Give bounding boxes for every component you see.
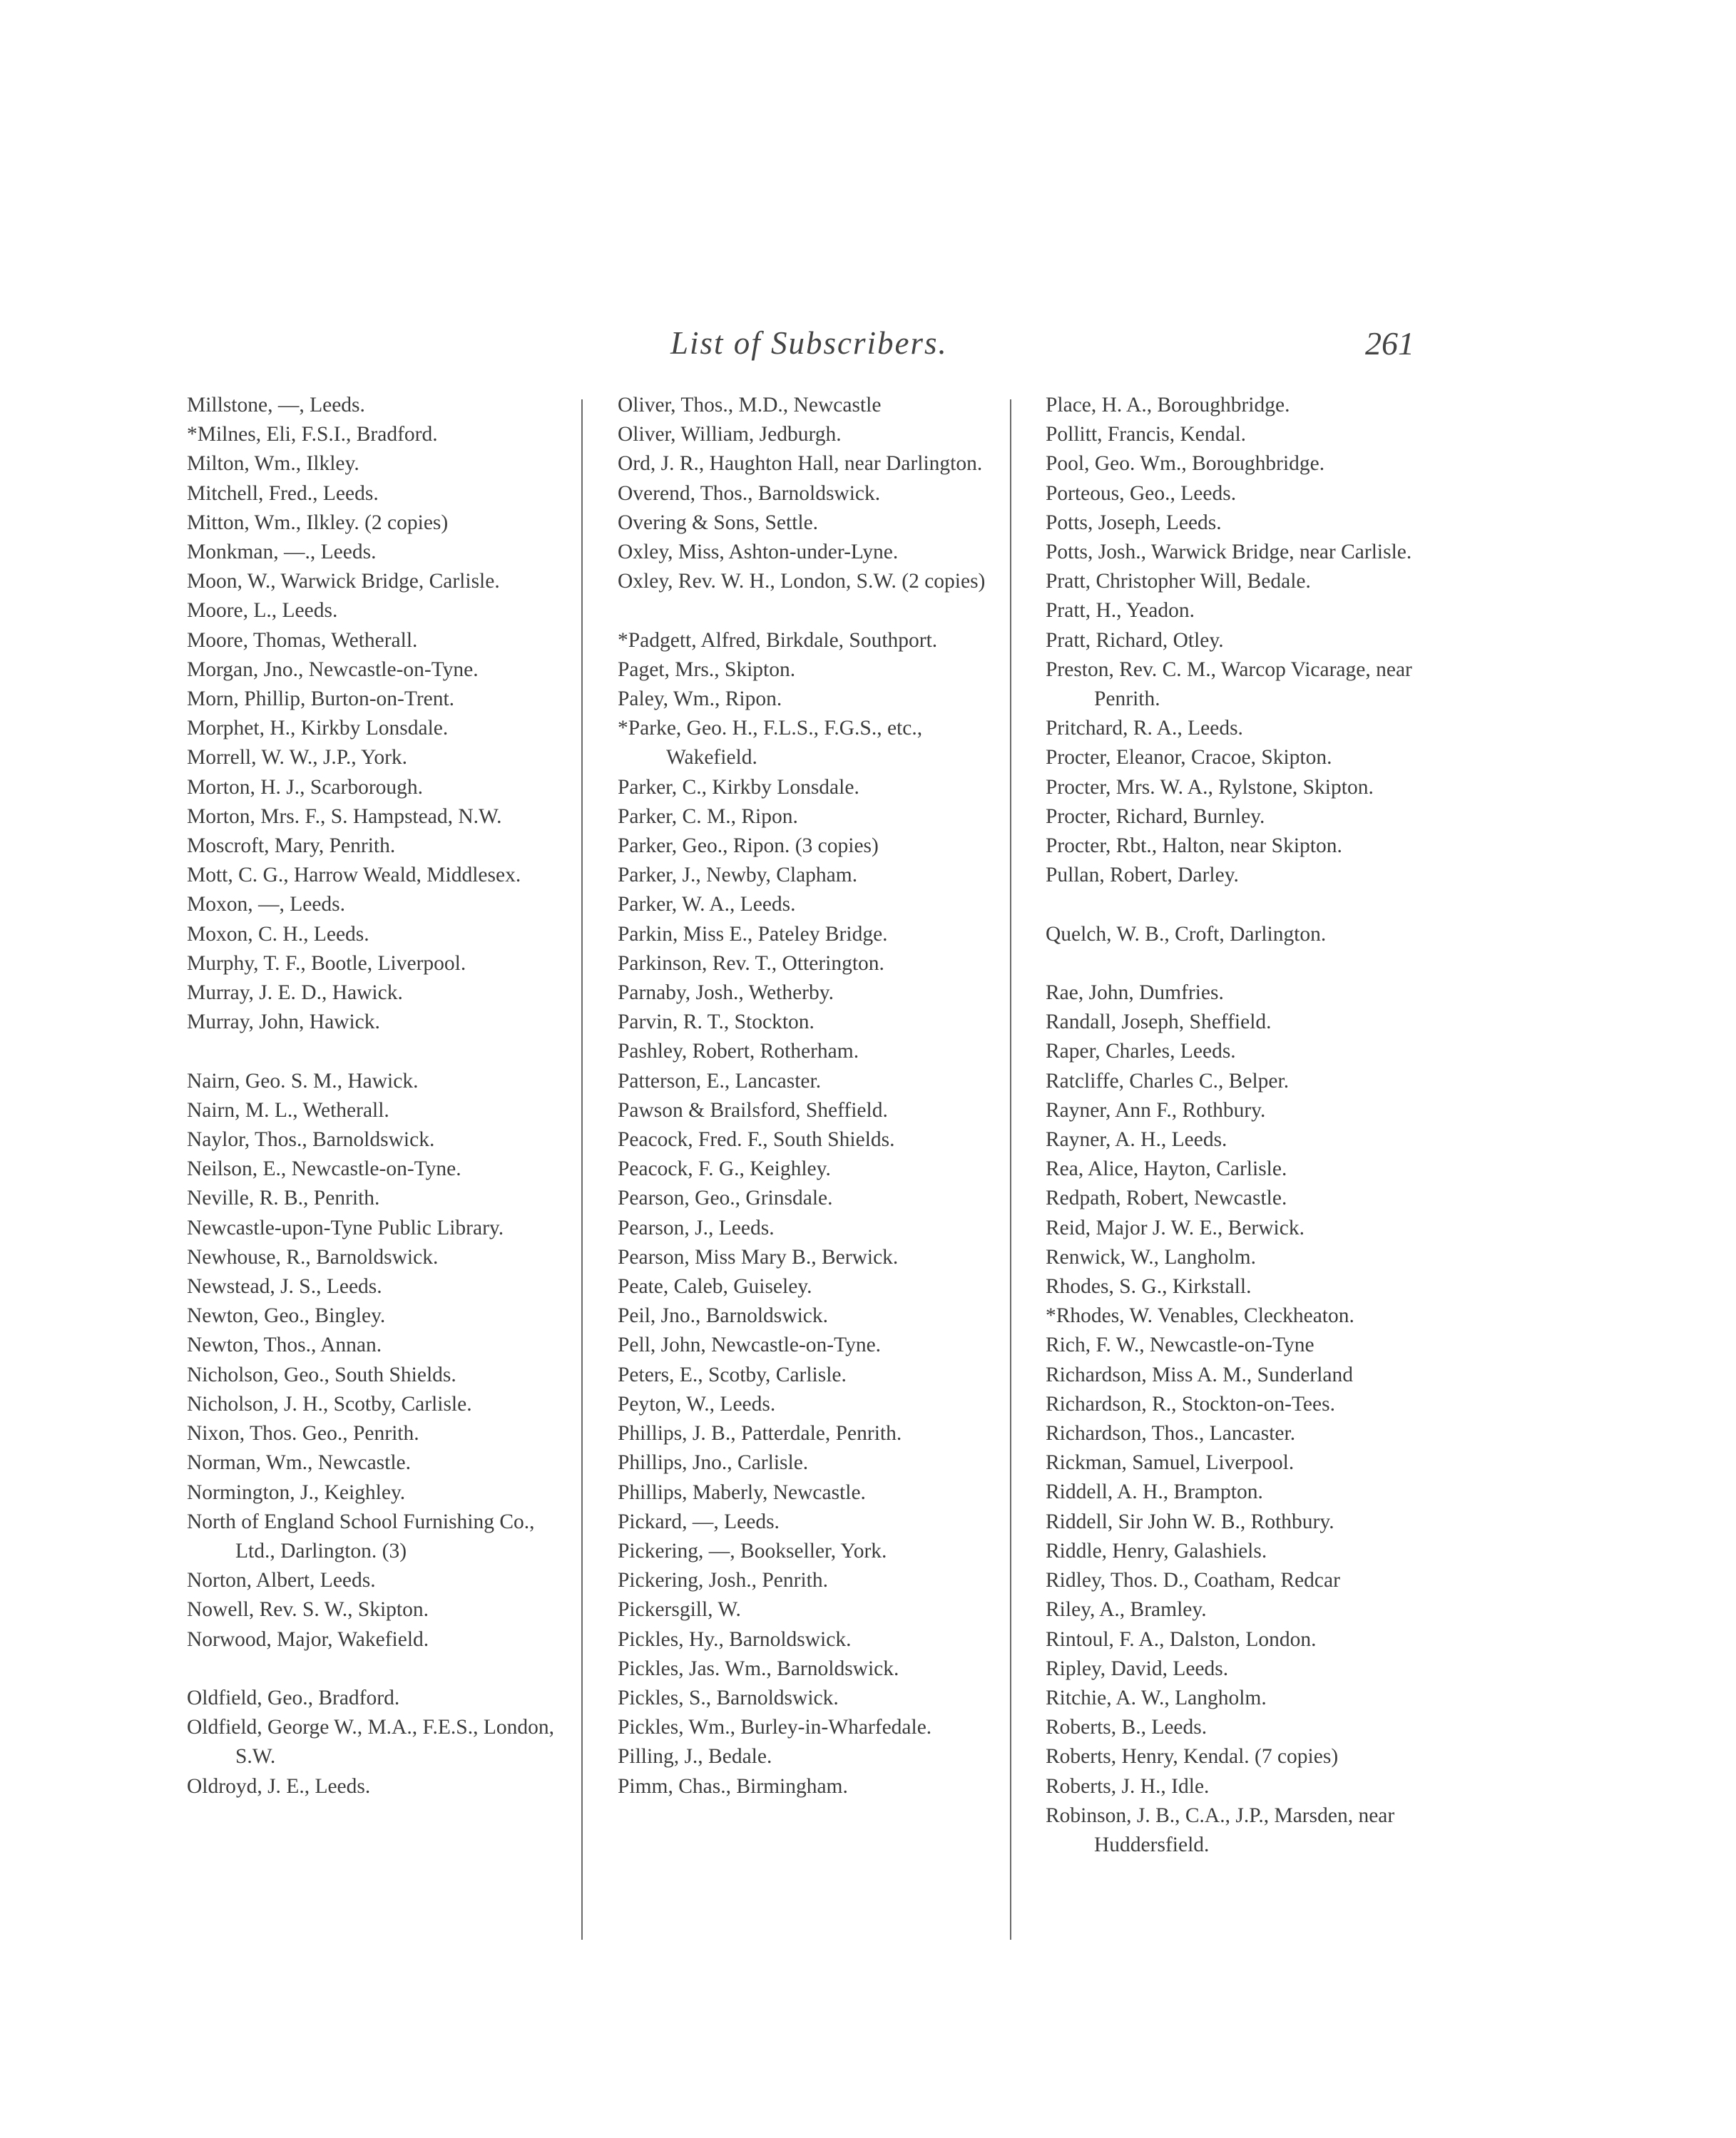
subscriber-entry: Parnaby, Josh., Wetherby. — [618, 981, 834, 1005]
subscriber-entry: Procter, Mrs. W. A., Rylstone, Skipton. — [1046, 775, 1374, 799]
subscriber-entry: Morton, Mrs. F., S. Hampstead, N.W. — [187, 804, 502, 828]
subscriber-entry: Oxley, Rev. W. H., London, S.W. (2 copies) — [618, 570, 986, 593]
subscriber-entry: Nairn, Geo. S. M., Hawick. — [187, 1069, 419, 1093]
subscriber-entry: Raper, Charles, Leeds. — [1046, 1040, 1236, 1063]
subscriber-entry: Pickersgill, W. — [618, 1598, 741, 1622]
subscriber-entry: Mitchell, Fred., Leeds. — [187, 481, 379, 505]
subscriber-entry: *Rhodes, W. Venables, Cleckheaton. — [1046, 1304, 1354, 1328]
subscriber-entry: Pratt, Richard, Otley. — [1046, 628, 1224, 652]
subscriber-entry: Pickles, Jas. Wm., Barnoldswick. — [618, 1657, 899, 1680]
subscriber-entry: Parkinson, Rev. T., Otterington. — [618, 951, 884, 975]
subscriber-entry: Rayner, A. H., Leeds. — [1046, 1128, 1227, 1152]
section-gap — [618, 596, 989, 625]
subscriber-entry: Rhodes, S. G., Kirkstall. — [1046, 1275, 1252, 1299]
subscriber-entry: Oldroyd, J. E., Leeds. — [187, 1774, 371, 1798]
subscriber-entry: Nicholson, Geo., South Shields. — [187, 1363, 456, 1386]
subscriber-entry: Morn, Phillip, Burton-on-Trent. — [187, 687, 455, 711]
subscriber-column-3 — [1046, 391, 1416, 1860]
subscriber-entry: Moxon, —, Leeds. — [187, 893, 346, 916]
subscriber-entry: Pearson, Miss Mary B., Berwick. — [618, 1245, 899, 1269]
subscriber-entry: Pickles, Hy., Barnoldswick. — [618, 1627, 852, 1651]
subscriber-entry: Rae, John, Dumfries. — [1046, 981, 1224, 1005]
subscriber-entry: Pilling, J., Bedale. — [618, 1745, 772, 1769]
subscriber-entry: Reid, Major J. W. E., Berwick. — [1046, 1216, 1304, 1239]
subscriber-entry: Rea, Alice, Hayton, Carlisle. — [1046, 1157, 1287, 1181]
subscriber-entry: Pimm, Chas., Birmingham. — [618, 1774, 848, 1798]
subscriber-entry: *Padgett, Alfred, Birkdale, Southport. — [618, 628, 938, 652]
subscriber-entry: Riddell, Sir John W. B., Rothbury. — [1046, 1510, 1334, 1533]
subscriber-entry: Oxley, Miss, Ashton-under-Lyne. — [618, 541, 899, 564]
subscriber-entry: Porteous, Geo., Leeds. — [1046, 481, 1237, 505]
subscriber-entry: Oliver, Thos., M.D., Newcastle — [618, 394, 882, 416]
subscriber-entry: North of England School Furnishing Co., Ltd., Darlington. (3) — [187, 1510, 535, 1562]
subscriber-entry: Neville, R. B., Penrith. — [187, 1187, 380, 1210]
subscriber-entry: Morrell, W. W., J.P., York. — [187, 746, 408, 769]
subscriber-entry: Moon, W., Warwick Bridge, Carlisle. — [187, 570, 500, 593]
subscriber-entry: Rich, F. W., Newcastle-on-Tyne — [1046, 1334, 1314, 1357]
subscriber-entry: Pickering, —, Bookseller, York. — [618, 1539, 887, 1562]
subscriber-entry: Potts, Josh., Warwick Bridge, near Carlisle. — [1046, 541, 1412, 564]
subscriber-entry: Peyton, W., Leeds. — [618, 1392, 776, 1416]
subscriber-entry: Rintoul, F. A., Dalston, London. — [1046, 1627, 1317, 1651]
subscriber-entry: Milton, Wm., Ilkley. — [187, 452, 359, 476]
column-divider — [1010, 399, 1011, 1940]
subscriber-entry: Oliver, William, Jedburgh. — [618, 423, 842, 446]
subscriber-entry: Phillips, Maberly, Newcastle. — [618, 1480, 866, 1504]
section-gap — [1046, 890, 1416, 919]
subscriber-entry: Mott, C. G., Harrow Weald, Middlesex. — [187, 864, 521, 887]
subscriber-entry: Nairn, M. L., Wetherall. — [187, 1098, 389, 1122]
page-number: 261 — [1365, 325, 1414, 362]
subscriber-entry: Ritchie, A. W., Langholm. — [1046, 1686, 1267, 1709]
subscriber-entry: Newcastle-upon-Tyne Public Library. — [187, 1216, 504, 1239]
running-title: List of Subscribers. — [670, 325, 948, 361]
subscriber-entry: Morgan, Jno., Newcastle-on-Tyne. — [187, 658, 479, 681]
subscriber-entry: Newton, Geo., Bingley. — [187, 1304, 386, 1328]
subscriber-entry: *Milnes, Eli, F.S.I., Bradford. — [187, 423, 438, 446]
subscriber-entry: Morton, H. J., Scarborough. — [187, 775, 424, 799]
subscriber-entry: Parker, W. A., Leeds. — [618, 893, 796, 916]
subscriber-entry: Moscroft, Mary, Penrith. — [187, 834, 396, 858]
subscriber-entry: Overing & Sons, Settle. — [618, 511, 819, 534]
subscriber-entry: Quelch, W. B., Croft, Darlington. — [1046, 922, 1327, 946]
subscriber-entry: Peters, E., Scotby, Carlisle. — [618, 1363, 847, 1386]
subscriber-entry: Parker, Geo., Ripon. (3 copies) — [618, 834, 879, 858]
subscriber-entry: Redpath, Robert, Newcastle. — [1046, 1187, 1287, 1210]
subscriber-entry: Parker, C., Kirkby Lonsdale. — [618, 775, 859, 799]
subscriber-entry: Pell, John, Newcastle-on-Tyne. — [618, 1334, 882, 1357]
subscriber-entry: Paley, Wm., Ripon. — [618, 687, 782, 711]
subscriber-entry: Nowell, Rev. S. W., Skipton. — [187, 1598, 429, 1622]
subscriber-entry: Murphy, T. F., Bootle, Liverpool. — [187, 951, 466, 975]
subscriber-entry: Roberts, B., Leeds. — [1046, 1716, 1207, 1739]
subscriber-entry: Monkman, —., Leeds. — [187, 541, 377, 564]
subscriber-entry: Newhouse, R., Barnoldswick. — [187, 1245, 439, 1269]
subscriber-entry: Pickering, Josh., Penrith. — [618, 1569, 828, 1592]
subscriber-entry: Pashley, Robert, Rotherham. — [618, 1040, 859, 1063]
subscriber-entry: Pickles, S., Barnoldswick. — [618, 1686, 839, 1709]
column-divider — [581, 399, 583, 1940]
subscriber-entry: Place, H. A., Boroughbridge. — [1046, 394, 1290, 416]
subscriber-entry: Norton, Albert, Leeds. — [187, 1569, 376, 1592]
subscriber-entry: Renwick, W., Langholm. — [1046, 1245, 1256, 1269]
subscriber-entry: Roberts, J. H., Idle. — [1046, 1774, 1210, 1798]
subscriber-entry: Riley, A., Bramley. — [1046, 1598, 1207, 1622]
section-gap — [1046, 949, 1416, 978]
subscriber-entry: Murray, John, Hawick. — [187, 1011, 380, 1034]
subscriber-entry: Normington, J., Keighley. — [187, 1480, 406, 1504]
subscriber-entry: Millstone, —, Leeds. — [187, 394, 365, 416]
subscriber-entry: Naylor, Thos., Barnoldswick. — [187, 1128, 435, 1152]
subscriber-entry: Pickles, Wm., Burley-in-Wharfedale. — [618, 1716, 932, 1739]
subscriber-entry: Moore, L., Leeds. — [187, 599, 338, 623]
subscriber-entry: Potts, Joseph, Leeds. — [1046, 511, 1222, 534]
subscriber-entry: Nixon, Thos. Geo., Penrith. — [187, 1422, 419, 1446]
subscriber-entry: Pearson, J., Leeds. — [618, 1216, 775, 1239]
subscriber-entry: Richardson, Miss A. M., Sunderland — [1046, 1363, 1354, 1386]
subscriber-entry: Parker, C. M., Ripon. — [618, 804, 798, 828]
subscriber-entry: Paget, Mrs., Skipton. — [618, 658, 796, 681]
subscriber-entry: Murray, J. E. D., Hawick. — [187, 981, 403, 1005]
subscriber-entry: Parvin, R. T., Stockton. — [618, 1011, 815, 1034]
subscriber-entry: Pool, Geo. Wm., Boroughbridge. — [1046, 452, 1325, 476]
subscriber-entry: Procter, Eleanor, Cracoe, Skipton. — [1046, 746, 1332, 769]
subscriber-entry: Newton, Thos., Annan. — [187, 1334, 382, 1357]
subscriber-entry: Ridley, Thos. D., Coatham, Redcar — [1046, 1569, 1340, 1592]
subscriber-entry: Pickard, —, Leeds. — [618, 1510, 780, 1533]
subscriber-entry: Pratt, Christopher Will, Bedale. — [1046, 570, 1311, 593]
subscriber-entry: Patterson, E., Lancaster. — [618, 1069, 822, 1093]
subscriber-entry: Nicholson, J. H., Scotby, Carlisle. — [187, 1392, 472, 1416]
subscriber-entry: *Parke, Geo. H., F.L.S., F.G.S., etc., Wakefield. — [618, 717, 923, 769]
subscriber-entry: Neilson, E., Newcastle-on-Tyne. — [187, 1157, 461, 1181]
subscriber-entry: Moxon, C. H., Leeds. — [187, 922, 369, 946]
subscriber-entry: Peacock, F. G., Keighley. — [618, 1157, 831, 1181]
subscriber-entry: Procter, Richard, Burnley. — [1046, 804, 1265, 828]
subscriber-entry: Peil, Jno., Barnoldswick. — [618, 1304, 828, 1328]
subscriber-entry: Rayner, Ann F., Rothbury. — [1046, 1098, 1266, 1122]
subscriber-entry: Mitton, Wm., Ilkley. (2 copies) — [187, 511, 449, 534]
subscriber-entry: Randall, Joseph, Sheffield. — [1046, 1011, 1272, 1034]
subscriber-entry: Riddell, A. H., Brampton. — [1046, 1480, 1263, 1504]
subscriber-entry: Procter, Rbt., Halton, near Skipton. — [1046, 834, 1342, 858]
subscriber-column-2 — [618, 391, 989, 1801]
subscriber-entry: Moore, Thomas, Wetherall. — [187, 628, 418, 652]
subscriber-entry: Riddle, Henry, Galashiels. — [1046, 1539, 1267, 1562]
subscriber-entry: Oldfield, George W., M.A., F.E.S., London, S.W. — [187, 1716, 554, 1769]
subscriber-entry: Rickman, Samuel, Liverpool. — [1046, 1451, 1295, 1475]
subscriber-entry: Pawson & Brailsford, Sheffield. — [618, 1098, 888, 1122]
subscriber-entry: Phillips, Jno., Carlisle. — [618, 1451, 809, 1475]
subscriber-entry: Peacock, Fred. F., South Shields. — [618, 1128, 895, 1152]
section-gap — [187, 1654, 558, 1684]
subscriber-entry: Pollitt, Francis, Kendal. — [1046, 423, 1247, 446]
subscriber-entry: Preston, Rev. C. M., Warcop Vicarage, near Penrith. — [1046, 658, 1412, 711]
subscriber-entry: Pratt, H., Yeadon. — [1046, 599, 1195, 623]
section-gap — [187, 1037, 558, 1066]
subscriber-entry: Pullan, Robert, Darley. — [1046, 864, 1239, 887]
subscriber-entry: Overend, Thos., Barnoldswick. — [618, 481, 881, 505]
subscriber-entry: Roberts, Henry, Kendal. (7 copies) — [1046, 1745, 1339, 1769]
subscriber-entry: Oldfield, Geo., Bradford. — [187, 1686, 400, 1709]
subscriber-entry: Parker, J., Newby, Clapham. — [618, 864, 858, 887]
subscriber-entry: Phillips, J. B., Patterdale, Penrith. — [618, 1422, 902, 1446]
subscriber-entry: Norman, Wm., Newcastle. — [187, 1451, 412, 1475]
subscriber-column-1 — [187, 391, 558, 1801]
subscriber-entry: Newstead, J. S., Leeds. — [187, 1275, 382, 1299]
page-header — [0, 324, 1736, 374]
subscriber-entry: Norwood, Major, Wakefield. — [187, 1627, 429, 1651]
subscriber-entry: Ripley, David, Leeds. — [1046, 1657, 1229, 1680]
subscriber-entry: Ord, J. R., Haughton Hall, near Darlington. — [618, 452, 983, 476]
subscriber-entry: Richardson, Thos., Lancaster. — [1046, 1422, 1296, 1446]
subscriber-entry: Pearson, Geo., Grinsdale. — [618, 1187, 833, 1210]
subscriber-entry: Pritchard, R. A., Leeds. — [1046, 717, 1243, 740]
subscriber-entry: Richardson, R., Stockton-on-Tees. — [1046, 1392, 1335, 1416]
subscriber-entry: Parkin, Miss E., Pateley Bridge. — [618, 922, 888, 946]
subscriber-entry: Robinson, J. B., C.A., J.P., Marsden, near Huddersfield. — [1046, 1804, 1395, 1856]
subscriber-entry: Morphet, H., Kirkby Lonsdale. — [187, 717, 449, 740]
subscriber-entry: Ratcliffe, Charles C., Belper. — [1046, 1069, 1290, 1093]
subscriber-entry: Peate, Caleb, Guiseley. — [618, 1275, 812, 1299]
